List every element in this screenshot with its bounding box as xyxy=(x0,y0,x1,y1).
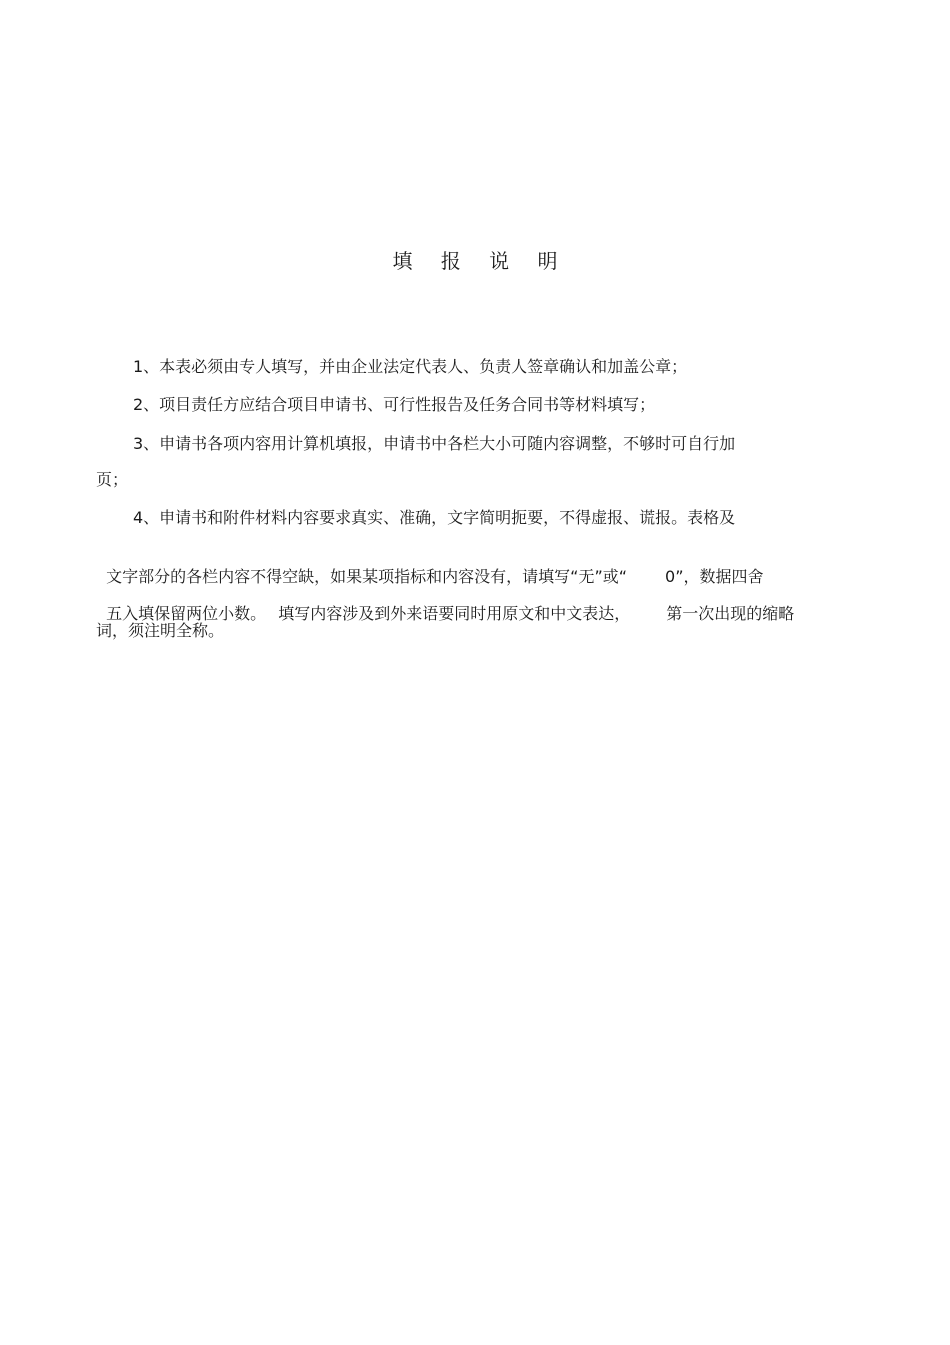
instruction-item-4-line-1: 4、申请书和附件材料内容要求真实、准确，文字简明扼要，不得虚报、谎报。表格及 xyxy=(133,508,736,527)
page-title: 填 报 说 明 xyxy=(392,249,569,273)
instruction-item-4-line-2-part-a: 文字部分的各栏内容不得空缺，如果某项指标和内容没有，请填写“无”或“ xyxy=(106,567,628,586)
instruction-item-4-line-3-part-c: 第一次出现的缩略 xyxy=(666,604,795,623)
instruction-item-4-line-3 xyxy=(96,581,794,625)
instruction-item-4-line-4: 词，须注明全称。 xyxy=(96,621,225,640)
instruction-item-4-line-3-part-b: 填写内容涉及到外来语要同时用原文和中文表达， xyxy=(278,604,631,623)
instruction-item-4-line-2-part-b: 0”，数据四舍 xyxy=(665,567,764,586)
instruction-item-4-line-3-part-a: 五入填保留两位小数。 xyxy=(106,604,267,623)
instruction-item-2: 2、项目责任方应结合项目申请书、可行性报告及任务合同书等材料填写； xyxy=(133,395,656,414)
instruction-item-3-line-2: 页； xyxy=(96,470,129,489)
instruction-item-3-line-1: 3、申请书各项内容用计算机填报，申请书中各栏大小可随内容调整，不够时可自行加 xyxy=(133,434,736,453)
instruction-item-1: 1、本表必须由专人填写，并由企业法定代表人、负责人签章确认和加盖公章； xyxy=(133,357,688,376)
